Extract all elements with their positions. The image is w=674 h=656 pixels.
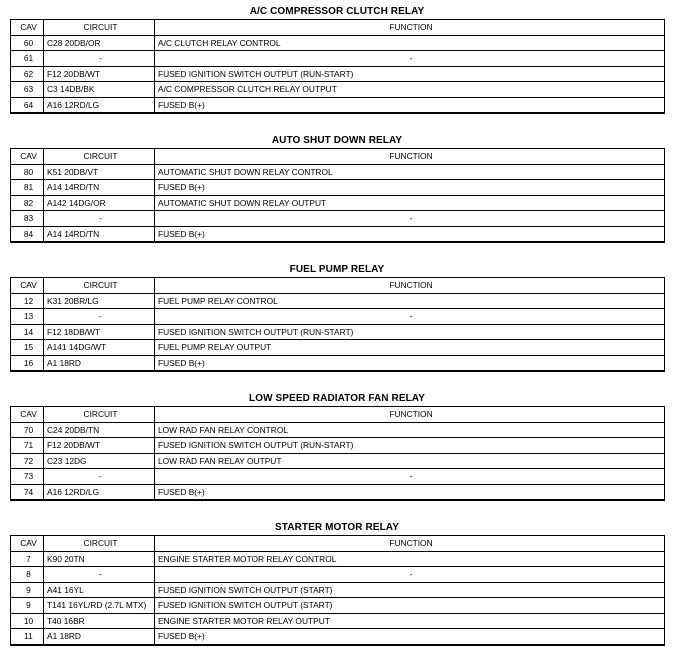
table-row [11, 51, 665, 67]
table-row [11, 629, 665, 645]
cav-cell: 16 [11, 355, 44, 371]
function-cell: FUSED IGNITION SWITCH OUTPUT (RUN-START) [155, 66, 665, 82]
cav-cell: 7 [11, 551, 44, 567]
pinout-table [10, 406, 665, 501]
relay-title: AUTO SHUT DOWN RELAY [271, 135, 403, 146]
cav-header: CAV [11, 536, 44, 552]
table-row [11, 551, 665, 567]
circuit-cell: - [44, 211, 155, 227]
circuit-cell: A41 16YL [44, 582, 155, 598]
cav-cell: 84 [11, 226, 44, 242]
table-row [11, 195, 665, 211]
cav-cell: 61 [11, 51, 44, 67]
relay-title: LOW SPEED RADIATOR FAN RELAY [249, 393, 425, 404]
header-row [11, 407, 665, 423]
function-cell: FUSED B(+) [155, 97, 665, 113]
table-row [11, 293, 665, 309]
table-row [11, 82, 665, 98]
circuit-cell: - [44, 469, 155, 485]
circuit-cell: A16 12RD/LG [44, 484, 155, 500]
cav-cell: 10 [11, 613, 44, 629]
cav-cell: 63 [11, 82, 44, 98]
function-cell: ENGINE STARTER MOTOR RELAY CONTROL [155, 551, 665, 567]
pinout-table [10, 277, 665, 372]
relay-title: STARTER MOTOR RELAY [275, 522, 399, 533]
function-cell: FUSED B(+) [155, 484, 665, 500]
relay-title: A/C COMPRESSOR CLUTCH RELAY [249, 6, 425, 17]
cav-cell: 74 [11, 484, 44, 500]
cav-cell: 12 [11, 293, 44, 309]
table-row [11, 211, 665, 227]
table-row [11, 35, 665, 51]
circuit-cell: C28 20DB/OR [44, 35, 155, 51]
cav-cell: 70 [11, 422, 44, 438]
function-cell: FUEL PUMP RELAY CONTROL [155, 293, 665, 309]
circuit-cell: A1 18RD [44, 355, 155, 371]
table-row [11, 309, 665, 325]
cav-header: CAV [11, 278, 44, 294]
table-row [11, 324, 665, 340]
table-row [11, 226, 665, 242]
circuit-header: CIRCUIT [44, 536, 155, 552]
cav-cell: 80 [11, 164, 44, 180]
circuit-cell: K51 20DB/VT [44, 164, 155, 180]
function-cell: FUSED B(+) [155, 226, 665, 242]
function-cell: A/C COMPRESSOR CLUTCH RELAY OUTPUT [155, 82, 665, 98]
cav-cell: 81 [11, 180, 44, 196]
circuit-cell: F12 18DB/WT [44, 324, 155, 340]
circuit-header: CIRCUIT [44, 278, 155, 294]
function-header: FUNCTION [155, 20, 665, 36]
function-cell: FUSED B(+) [155, 629, 665, 645]
pinout-table [10, 148, 665, 243]
cav-cell: 71 [11, 438, 44, 454]
function-header: FUNCTION [155, 278, 665, 294]
cav-cell: 64 [11, 97, 44, 113]
function-cell: FUEL PUMP RELAY OUTPUT [155, 340, 665, 356]
function-cell: FUSED B(+) [155, 355, 665, 371]
table-row [11, 438, 665, 454]
cav-cell: 13 [11, 309, 44, 325]
circuit-cell: - [44, 567, 155, 583]
cav-cell: 83 [11, 211, 44, 227]
function-cell: FUSED IGNITION SWITCH OUTPUT (START) [155, 598, 665, 614]
table-row [11, 66, 665, 82]
circuit-cell: - [44, 309, 155, 325]
table-row [11, 582, 665, 598]
function-cell: - [155, 51, 665, 67]
relay-title: FUEL PUMP RELAY [289, 264, 385, 275]
header-row [11, 536, 665, 552]
cav-cell: 72 [11, 453, 44, 469]
table-row [11, 598, 665, 614]
table-row [11, 340, 665, 356]
circuit-cell: A14 14RD/TN [44, 180, 155, 196]
circuit-cell: F12 20DB/WT [44, 66, 155, 82]
function-header: FUNCTION [155, 536, 665, 552]
cav-cell: 14 [11, 324, 44, 340]
function-cell: - [155, 567, 665, 583]
circuit-cell: F12 20DB/WT [44, 438, 155, 454]
header-row [11, 149, 665, 165]
function-cell: LOW RAD FAN RELAY CONTROL [155, 422, 665, 438]
cav-header: CAV [11, 20, 44, 36]
table-row [11, 567, 665, 583]
circuit-cell: A14 14RD/TN [44, 226, 155, 242]
table-row [11, 613, 665, 629]
function-cell: - [155, 469, 665, 485]
pinout-table [10, 535, 665, 646]
cav-header: CAV [11, 149, 44, 165]
function-cell: FUSED B(+) [155, 180, 665, 196]
circuit-cell: C23 12DG [44, 453, 155, 469]
cav-cell: 9 [11, 582, 44, 598]
function-cell: LOW RAD FAN RELAY OUTPUT [155, 453, 665, 469]
circuit-cell: A141 14DG/WT [44, 340, 155, 356]
table-row [11, 97, 665, 113]
circuit-cell: K31 20BR/LG [44, 293, 155, 309]
circuit-cell: A142 14DG/OR [44, 195, 155, 211]
function-cell: ENGINE STARTER MOTOR RELAY OUTPUT [155, 613, 665, 629]
cav-cell: 60 [11, 35, 44, 51]
circuit-cell: K90 20TN [44, 551, 155, 567]
cav-cell: 8 [11, 567, 44, 583]
table-row [11, 484, 665, 500]
cav-cell: 62 [11, 66, 44, 82]
table-row [11, 164, 665, 180]
table-row [11, 355, 665, 371]
circuit-cell: - [44, 51, 155, 67]
pinout-table [10, 19, 665, 114]
circuit-header: CIRCUIT [44, 407, 155, 423]
function-header: FUNCTION [155, 407, 665, 423]
table-row [11, 180, 665, 196]
circuit-cell: T141 16YL/RD (2.7L MTX) [44, 598, 155, 614]
circuit-cell: T40 16BR [44, 613, 155, 629]
circuit-header: CIRCUIT [44, 149, 155, 165]
circuit-cell: C3 14DB/BK [44, 82, 155, 98]
cav-header: CAV [11, 407, 44, 423]
function-cell: A/C CLUTCH RELAY CONTROL [155, 35, 665, 51]
function-cell: - [155, 211, 665, 227]
cav-cell: 9 [11, 598, 44, 614]
circuit-cell: C24 20DB/TN [44, 422, 155, 438]
circuit-cell: A16 12RD/LG [44, 97, 155, 113]
function-cell: - [155, 309, 665, 325]
cav-cell: 15 [11, 340, 44, 356]
function-cell: AUTOMATIC SHUT DOWN RELAY CONTROL [155, 164, 665, 180]
table-row [11, 469, 665, 485]
function-cell: AUTOMATIC SHUT DOWN RELAY OUTPUT [155, 195, 665, 211]
table-row [11, 453, 665, 469]
header-row [11, 20, 665, 36]
function-cell: FUSED IGNITION SWITCH OUTPUT (RUN-START) [155, 324, 665, 340]
cav-cell: 73 [11, 469, 44, 485]
header-row [11, 278, 665, 294]
function-cell: FUSED IGNITION SWITCH OUTPUT (RUN-START) [155, 438, 665, 454]
function-cell: FUSED IGNITION SWITCH OUTPUT (START) [155, 582, 665, 598]
table-row [11, 422, 665, 438]
circuit-cell: A1 18RD [44, 629, 155, 645]
function-header: FUNCTION [155, 149, 665, 165]
cav-cell: 82 [11, 195, 44, 211]
circuit-header: CIRCUIT [44, 20, 155, 36]
cav-cell: 11 [11, 629, 44, 645]
